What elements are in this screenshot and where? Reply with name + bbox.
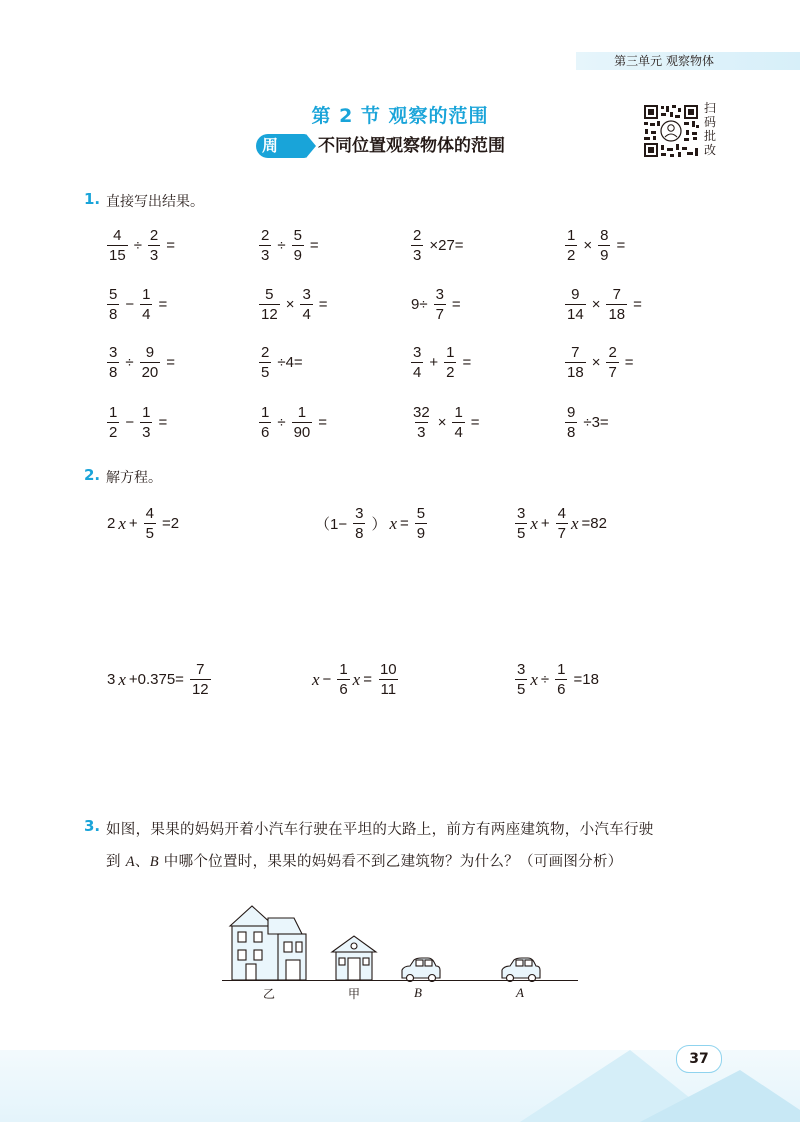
q2-equation [512, 662, 602, 697]
denominator: 7 [557, 525, 566, 542]
operator: ÷ [133, 237, 142, 254]
fraction [434, 287, 446, 322]
denominator: 9 [416, 525, 426, 542]
denominator: 7 [608, 364, 617, 381]
numerator: 3 [355, 505, 364, 522]
operator: = [158, 296, 168, 313]
fraction [107, 345, 119, 380]
numerator: 9 [567, 404, 576, 421]
denominator: 4 [454, 424, 463, 441]
q3-separator: 、 [134, 854, 150, 870]
numerator: 32 [413, 404, 430, 421]
denominator: 2 [109, 424, 118, 441]
day-tag-arrow [306, 134, 316, 158]
fraction [140, 287, 152, 322]
q3-text-post: 中哪个位置时，果果的妈妈看不到乙建筑物？为什么？（可画图分析） [158, 854, 623, 870]
denominator: 4 [142, 306, 151, 323]
building-yi-icon [230, 906, 306, 980]
fraction [259, 287, 280, 322]
qr-label-char: 批 [703, 129, 716, 143]
numerator: 10 [379, 661, 397, 678]
variable: x [352, 669, 361, 689]
q3-number: 3. [84, 817, 101, 835]
denominator: 12 [191, 681, 209, 698]
denominator: 3 [149, 247, 159, 264]
fraction [556, 506, 568, 541]
operator: × [437, 414, 447, 431]
numerator: 7 [571, 344, 580, 361]
car-a-icon [502, 958, 540, 982]
fraction [259, 345, 271, 380]
operator: ÷ [277, 237, 286, 254]
label-jia: 甲 [348, 987, 361, 1001]
fraction [140, 405, 152, 440]
operator: 2 [107, 515, 116, 532]
denominator: 3 [142, 424, 151, 441]
numerator: 3 [302, 286, 311, 303]
fraction [107, 405, 119, 440]
operator: = [166, 354, 176, 371]
q3-point-a: A [125, 854, 135, 870]
denominator: 15 [109, 247, 126, 264]
building-jia-icon [332, 936, 376, 980]
q1-problem [104, 228, 178, 263]
fraction [515, 662, 527, 697]
q1-problem [408, 228, 467, 263]
q1-problem [562, 228, 628, 263]
denominator: 3 [261, 247, 270, 264]
operator: 3 [107, 671, 116, 688]
fraction [107, 228, 128, 263]
numerator: 7 [196, 661, 205, 678]
fraction [452, 405, 464, 440]
q1-problem [256, 287, 331, 322]
operator: （1− [315, 516, 348, 533]
qr-label-char: 扫 [703, 101, 716, 115]
denominator: 6 [339, 681, 348, 698]
fraction [411, 345, 423, 380]
q1-problem [256, 405, 330, 440]
numerator: 5 [109, 286, 118, 303]
operator: + [128, 515, 138, 532]
denominator: 2 [567, 247, 576, 264]
numerator: 3 [517, 505, 526, 522]
fraction [337, 662, 349, 697]
numerator: 1 [454, 404, 463, 421]
fraction [259, 405, 271, 440]
variable: x [118, 513, 126, 533]
fraction [148, 228, 160, 263]
operator: = [470, 414, 480, 431]
qr-scan-label [703, 101, 717, 157]
q1-problem [562, 287, 645, 322]
q1-problem [256, 345, 306, 380]
numerator: 4 [113, 227, 122, 244]
fraction [300, 287, 312, 322]
operator: = [616, 237, 626, 254]
q3-point-b: B [149, 854, 159, 870]
operator: − [125, 296, 135, 313]
q3-text-line2 [106, 850, 623, 871]
operator: = [624, 354, 634, 371]
fraction [606, 345, 618, 380]
numerator: 3 [435, 286, 444, 303]
q3-text-pre: 到 [106, 854, 126, 870]
fraction [259, 228, 271, 263]
q3-text-line1: 如图，果果的妈妈开着小汽车行驶在平坦的大路上，前方有两座建筑物，小汽车行驶 [106, 822, 654, 838]
operator: =82 [581, 515, 607, 532]
denominator: 14 [567, 306, 584, 323]
operator: = [318, 296, 328, 313]
numerator: 2 [608, 344, 617, 361]
fraction [411, 405, 432, 440]
fraction [140, 345, 161, 380]
q1-problem [104, 287, 170, 322]
operator: + [540, 515, 550, 532]
denominator: 8 [109, 306, 118, 323]
denominator: 5 [517, 681, 526, 698]
variable: x [530, 513, 538, 533]
operator: = [158, 414, 168, 431]
variable: x [118, 669, 126, 689]
operator: = [400, 515, 409, 532]
operator: = [318, 414, 328, 431]
fraction [292, 228, 304, 263]
operator: ×27= [429, 237, 464, 254]
q2-number: 2. [84, 466, 101, 484]
q1-problem [562, 345, 637, 380]
operator: × [591, 296, 601, 313]
operator: − [125, 414, 135, 431]
section-subtitle: 不同位置观察物体的范围 [318, 136, 505, 156]
operator: ÷ [540, 671, 550, 688]
numerator: 2 [149, 227, 159, 244]
q2-equation [312, 506, 430, 541]
denominator: 6 [261, 424, 270, 441]
fraction [565, 228, 577, 263]
fraction [565, 405, 577, 440]
numerator: 1 [142, 404, 151, 421]
numerator: 1 [261, 404, 270, 421]
operator: +0.375= [128, 671, 184, 688]
operator: = [462, 354, 472, 371]
fraction [107, 287, 119, 322]
operator: =2 [162, 515, 180, 532]
numerator: 1 [142, 286, 151, 303]
fraction [190, 662, 211, 697]
q1-problem [408, 287, 464, 322]
fraction [444, 345, 456, 380]
numerator: 5 [265, 286, 274, 303]
q2-equation [104, 506, 182, 541]
q1-number: 1. [84, 190, 101, 208]
operator: + [429, 354, 439, 371]
fraction [606, 287, 627, 322]
qr-label-char: 码 [703, 115, 716, 129]
fraction [565, 287, 586, 322]
q1-problem [256, 228, 322, 263]
operator: ÷4= [277, 354, 303, 371]
car-b-icon [402, 958, 440, 982]
numerator: 2 [261, 227, 270, 244]
variable: x [530, 669, 538, 689]
denominator: 4 [302, 306, 311, 323]
label-b: B [414, 985, 422, 1000]
operator: 9÷ [411, 296, 428, 313]
fraction [515, 506, 527, 541]
operator: ÷ [125, 354, 134, 371]
numerator: 2 [261, 344, 270, 361]
operator: ） [371, 516, 387, 533]
variable: x [312, 669, 320, 689]
denominator: 8 [109, 364, 118, 381]
fraction [411, 228, 423, 263]
denominator: 18 [608, 306, 626, 323]
numerator: 1 [557, 661, 566, 678]
operator: ÷3= [583, 414, 609, 431]
fraction [378, 662, 399, 697]
variable: x [571, 513, 579, 533]
denominator: 9 [600, 247, 609, 264]
fraction [555, 662, 567, 697]
operator: ÷ [277, 414, 286, 431]
numerator: 5 [416, 505, 426, 522]
denominator: 3 [413, 247, 422, 264]
denominator: 90 [293, 424, 311, 441]
denominator: 3 [417, 424, 426, 441]
road-line [222, 980, 578, 981]
q1-instruction: 直接写出结果。 [106, 194, 204, 210]
qr-label-char: 改 [703, 143, 716, 157]
numerator: 2 [413, 227, 422, 244]
numerator: 9 [145, 344, 155, 361]
operator: = [363, 671, 372, 688]
q1-problem [104, 345, 178, 380]
numerator: 1 [339, 661, 348, 678]
operator: − [322, 671, 332, 688]
denominator: 6 [557, 681, 566, 698]
numerator: 1 [567, 227, 576, 244]
denominator: 18 [567, 364, 584, 381]
operator: × [591, 354, 601, 371]
label-a: A [516, 985, 524, 1000]
denominator: 4 [413, 364, 422, 381]
operator: = [309, 237, 319, 254]
unit-title: 第三单元 观察物体 [614, 54, 714, 68]
q2-equation [312, 662, 402, 697]
operator: = [633, 296, 642, 313]
numerator: 4 [145, 505, 154, 522]
q1-problem [104, 405, 170, 440]
denominator: 2 [446, 364, 455, 381]
denominator: 8 [355, 525, 364, 542]
q1-problem [562, 405, 612, 440]
denominator: 12 [261, 306, 278, 323]
numerator: 7 [612, 286, 621, 303]
numerator: 8 [600, 227, 609, 244]
numerator: 1 [109, 404, 118, 421]
numerator: 5 [293, 227, 302, 244]
numerator: 3 [517, 661, 526, 678]
day-tag-label: 周二 [262, 136, 279, 179]
numerator: 3 [413, 344, 422, 361]
fraction [144, 506, 156, 541]
denominator: 7 [435, 306, 444, 323]
operator: = [166, 237, 176, 254]
section-title: 第 2 节 观察的范围 [311, 105, 489, 127]
q1-problem [408, 405, 483, 440]
denominator: 9 [293, 247, 302, 264]
qr-code-icon[interactable] [642, 103, 700, 159]
q3-illustration [222, 898, 578, 982]
q2-equation [104, 662, 214, 697]
fraction [353, 506, 365, 541]
numerator: 1 [297, 404, 307, 421]
denominator: 8 [567, 424, 576, 441]
q1-problem [408, 345, 474, 380]
numerator: 9 [571, 286, 580, 303]
fraction [292, 405, 313, 440]
denominator: 11 [380, 681, 397, 698]
page-number: 37 [676, 1045, 722, 1073]
operator: × [285, 296, 295, 313]
footer-mountain-decoration [520, 1040, 800, 1122]
numerator: 1 [446, 344, 455, 361]
denominator: 5 [145, 525, 154, 542]
q2-instruction: 解方程。 [106, 470, 162, 486]
fraction [565, 345, 586, 380]
q2-equation [512, 506, 610, 541]
numerator: 3 [109, 344, 118, 361]
denominator: 20 [141, 364, 159, 381]
denominator: 5 [517, 525, 526, 542]
fraction [598, 228, 610, 263]
label-yi: 乙 [263, 987, 276, 1001]
denominator: 5 [261, 364, 270, 381]
operator: =18 [573, 671, 599, 688]
operator: = [451, 296, 461, 313]
variable: x [389, 513, 398, 533]
numerator: 4 [557, 505, 566, 522]
fraction [415, 506, 427, 541]
operator: × [583, 237, 593, 254]
